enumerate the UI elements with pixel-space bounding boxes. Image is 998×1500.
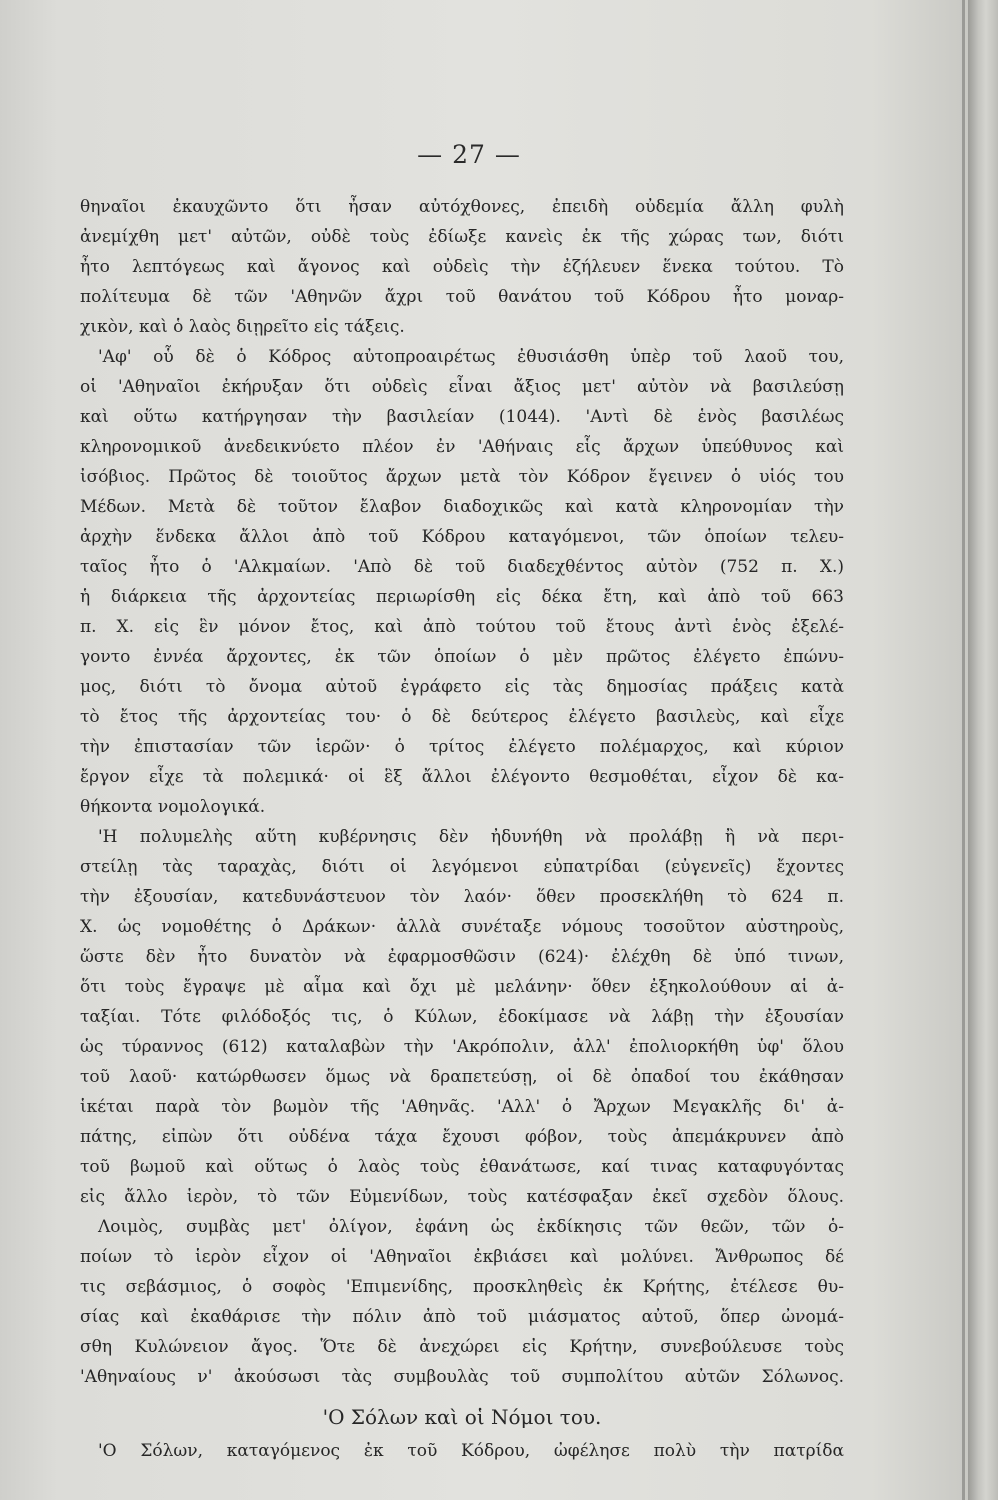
text-line: εἰς ἄλλο ἱερὸν, τὸ τῶν Εὐμενίδων, τοὺς κατέσφαξαν ἐκεῖ σχεδὸν ὅλους. — [80, 1187, 844, 1207]
text-line: ἡ διάρκεια τῆς ἀρχοντείας περιωρίσθη εἰς δέκα ἔτη, καὶ ἀπὸ τοῦ 663 — [80, 587, 844, 607]
text-line: 'Αφ' οὗ δὲ ὁ Κόδρος αὐτοπροαιρέτως ἐθυσιάσθη ὑπὲρ τοῦ λαοῦ του, — [98, 347, 844, 367]
page-number: — 27 — — [417, 140, 521, 169]
text-line: ταῖος ἦτο ὁ 'Αλκμαίων. 'Απὸ δὲ τοῦ διαδεχθέντος αὐτὸν (752 π. Χ.) — [80, 557, 844, 577]
text-line: οἱ 'Αθηναῖοι ἐκήρυξαν ὅτι οὐδεὶς εἶναι ἄξιος μετ' αὐτὸν νὰ βασιλεύσῃ — [80, 377, 844, 397]
text-line: 'Η πολυμελὴς αὕτη κυβέρνησις δὲν ἠδυνήθη νὰ προλάβῃ ἢ νὰ περι- — [98, 827, 844, 847]
text-line: στείλῃ τὰς ταραχὰς, διότι οἱ λεγόμενοι εὐπατρίδαι (εὐγενεῖς) ἔχοντες — [80, 857, 844, 877]
text-line: 'Αθηναίους ν' ἀκούσωσι τὰς συμβουλὰς τοῦ συμπολίτου αὐτῶν Σόλωνος. — [80, 1367, 844, 1387]
text-line: τοῦ βωμοῦ καὶ οὕτως ὁ λαὸς τοὺς ἐθανάτωσε, καί τινας καταφυγόντας — [80, 1157, 844, 1177]
text-line: καὶ οὕτω κατήργησαν τὴν βασιλείαν (1044). 'Αντὶ δὲ ἑνὸς βασιλέως — [80, 407, 844, 427]
text-line: γοντο ἐννέα ἄρχοντες, ἐκ τῶν ὁποίων ὁ μὲν πρῶτος ἐλέγετο ἐπώνυ- — [80, 647, 844, 667]
text-line: ἱκέται παρὰ τὸν βωμὸν τῆς 'Αθηνᾶς. 'Αλλ' ὁ Ἄρχων Μεγακλῆς δι' ἀ- — [80, 1097, 844, 1117]
body-text — [80, 192, 844, 1466]
text-line: σίας καὶ ἐκαθάρισε τὴν πόλιν ἀπὸ τοῦ μιάσματος αὐτοῦ, ὅπερ ὠνομά- — [80, 1307, 844, 1327]
text-line: θήκοντα νομολογικά. — [80, 797, 266, 817]
text-line: Λοιμὸς, συμβὰς μετ' ὀλίγον, ἐφάνη ὡς ἐκδίκησις τῶν θεῶν, τῶν ὁ- — [98, 1217, 844, 1237]
text-line: ἀνεμίχθη μετ' αὐτῶν, οὐδὲ τοὺς ἐδίωξε κανεὶς ἐκ τῆς χώρας των, διότι — [80, 227, 844, 247]
text-line: ὅτι τοὺς ἔγραψε μὲ αἷμα καὶ ὄχι μὲ μελάνην· ὅθεν ἐξηκολούθουν αἱ ἀ- — [80, 977, 844, 997]
text-line: ὥστε δὲν ἦτο δυνατὸν νὰ ἐφαρμοσθῶσιν (624)· ἐλέχθη δὲ ὑπό τινων, — [80, 947, 844, 967]
text-line: Χ. ὡς νομοθέτης ὁ Δράκων· ἀλλὰ συνέταξε νόμους τοσοῦτον αὐστηροὺς, — [80, 917, 844, 937]
page-edge — [968, 0, 998, 1500]
text-line: χικὸν, καὶ ὁ λαὸς διῃρεῖτο εἰς τάξεις. — [80, 317, 405, 337]
text-line: ὡς τύραννος (612) καταλαβὼν τὴν 'Ακρόπολιν, ἀλλ' ἐπολιορκήθη ὑφ' ὅλου — [80, 1037, 844, 1057]
text-line: πολίτευμα δὲ τῶν 'Αθηνῶν ἄχρι τοῦ θανάτου τοῦ Κόδρου ἦτο μοναρ- — [80, 287, 844, 307]
text-line: π. Χ. εἰς ἓν μόνον ἔτος, καὶ ἀπὸ τούτου τοῦ ἔτους ἀντὶ ἑνὸς ἐξελέ- — [80, 617, 844, 637]
text-line: ἦτο λεπτόγεως καὶ ἄγονος καὶ οὐδεὶς τὴν ἐζήλευεν ἕνεκα τούτου. Τὸ — [80, 257, 844, 277]
text-line: ἰσόβιος. Πρῶτος δὲ τοιοῦτος ἄρχων μετὰ τὸν Κόδρον ἔγεινεν ὁ υἱός του — [80, 467, 844, 487]
text-line: τὴν ἐξουσίαν, κατεδυνάστευον τὸν λαόν· ὅθεν προσεκλήθη τὸ 624 π. — [80, 887, 844, 907]
text-line: πάτης, εἰπὼν ὅτι οὐδένα τάχα ἔχουσι φόβον, τοὺς ἀπεμάκρυνεν ἀπὸ — [80, 1127, 844, 1147]
text-line: τις σεβάσμιος, ὁ σοφὸς 'Επιμενίδης, προσκληθεὶς ἐκ Κρήτης, ἐτέλεσε θυ- — [80, 1277, 844, 1297]
text-line: ταξίαι. Τότε φιλόδοξός τις, ὁ Κύλων, ἐδοκίμασε νὰ λάβῃ τὴν ἐξουσίαν — [80, 1007, 844, 1027]
text-line: θηναῖοι ἐκαυχῶντο ὅτι ἦσαν αὐτόχθονες, ἐπειδὴ οὐδεμία ἄλλη φυλὴ — [80, 197, 844, 217]
text-line: Μέδων. Μετὰ δὲ τοῦτον ἔλαβον διαδοχικῶς καὶ κατὰ κληρονομίαν τὴν — [80, 497, 844, 517]
text-line: ποίων τὸ ἱερὸν εἶχον οἱ 'Αθηναῖοι ἐκβιάσει καὶ μολύνει. Ἄνθρωπος δέ — [80, 1247, 844, 1267]
text-line: κληρονομικοῦ ἀνεδεικνύετο πλέον ἐν 'Αθήναις εἷς ἄρχων ὑπεύθυνος καὶ — [80, 437, 844, 457]
text-line: τοῦ λαοῦ· κατώρθωσεν ὅμως νὰ δραπετεύσῃ, οἱ δὲ ὀπαδοί του ἐκάθησαν — [80, 1067, 844, 1087]
text-line: ἔργον εἶχε τὰ πολεμικά· οἱ ἓξ ἄλλοι ἐλέγοντο θεσμοθέται, εἶχον δὲ κα- — [80, 767, 844, 787]
page-crease — [962, 0, 965, 1500]
text-line: μος, διότι τὸ ὄνομα αὐτοῦ ἐγράφετο εἰς τὰς δημοσίας πράξεις κατὰ — [80, 677, 844, 697]
text-line: σθη Κυλώνειον ἄγος. Ὅτε δὲ ἀνεχώρει εἰς Κρήτην, συνεβούλευσε τοὺς — [80, 1337, 844, 1357]
text-line: 'Ο Σόλων, καταγόμενος ἐκ τοῦ Κόδρου, ὠφέλησε πολὺ τὴν πατρίδα — [98, 1441, 844, 1461]
text-line: τὴν ἐπιστασίαν τῶν ἱερῶν· ὁ τρίτος ἐλέγετο πολέμαρχος, καὶ κύριον — [80, 737, 844, 757]
text-line: ἀρχὴν ἕνδεκα ἄλλοι ἀπὸ τοῦ Κόδρου καταγόμενοι, τῶν ὁποίων τελευ- — [80, 527, 844, 547]
text-line: τὸ ἔτος τῆς ἀρχοντείας του· ὁ δὲ δεύτερος ἐλέγετο βασιλεὺς, καὶ εἶχε — [80, 707, 844, 727]
section-heading: 'Ο Σόλων καὶ οἱ Νόμοι του. — [322, 1405, 602, 1429]
